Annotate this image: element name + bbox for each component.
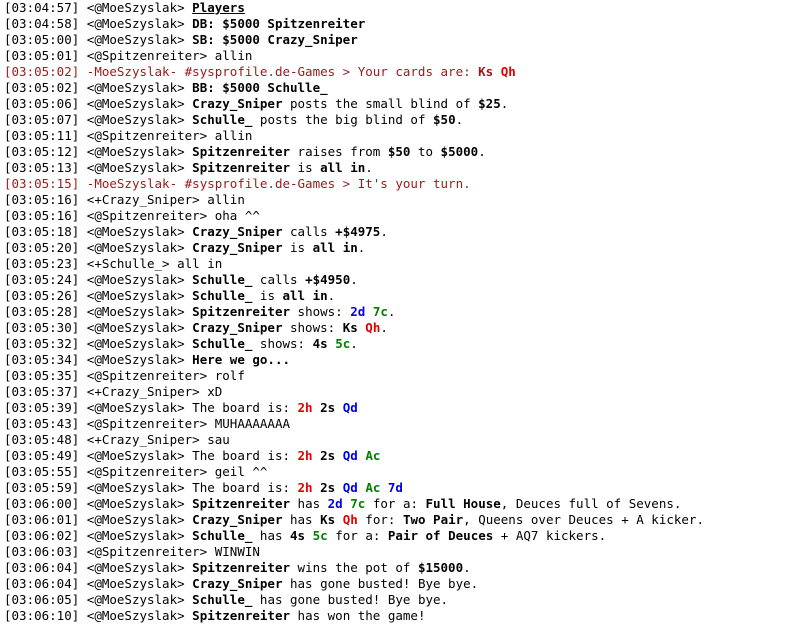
message-segment	[313, 480, 321, 495]
chat-line	[4, 192, 782, 208]
message-text	[185, 64, 516, 79]
nickname[interactable]: <@Spitzenreiter>	[86, 416, 208, 431]
chat-line	[4, 464, 782, 480]
nickname[interactable]: <@MoeSzyslak>	[86, 608, 185, 623]
timestamp: [03:05:39]	[4, 400, 80, 415]
timestamp: [03:06:04]	[4, 576, 80, 591]
message-segment: MUHAAAAAAA	[214, 416, 291, 431]
chat-line	[4, 0, 782, 16]
nickname[interactable]: <@MoeSzyslak>	[86, 480, 185, 495]
timestamp: [03:05:02]	[4, 80, 80, 95]
timestamp: [03:06:04]	[4, 560, 80, 575]
chat-line	[4, 528, 782, 544]
message-segment: has	[290, 496, 328, 511]
message-text	[207, 192, 245, 207]
chat-line	[4, 112, 782, 128]
message-text	[192, 336, 358, 351]
message-segment: 2s	[320, 480, 336, 495]
message-segment: for:	[357, 512, 403, 527]
message-segment	[380, 480, 388, 495]
message-segment: .	[327, 288, 336, 303]
message-text	[192, 16, 365, 31]
nickname[interactable]: <@MoeSzyslak>	[86, 352, 185, 367]
timestamp: [03:04:58]	[4, 16, 80, 31]
message-segment: DB: $5000 Spitzenreiter	[192, 16, 366, 31]
nickname[interactable]: <@MoeSzyslak>	[86, 512, 185, 527]
timestamp: [03:05:00]	[4, 32, 80, 47]
card-red: 2h	[297, 400, 313, 415]
message-segment: .	[350, 272, 358, 287]
message-segment: posts the small blind of	[282, 96, 479, 111]
message-segment: SB: $5000 Crazy_Sniper	[192, 32, 358, 47]
message-segment: 2s	[320, 400, 336, 415]
timestamp: [03:05:01]	[4, 48, 80, 63]
nickname[interactable]: <@MoeSzyslak>	[86, 448, 185, 463]
message-text	[207, 384, 222, 399]
timestamp: [03:05:35]	[4, 368, 80, 383]
message-segment: xD	[207, 384, 223, 399]
message-segment	[335, 400, 343, 415]
message-segment: has	[282, 512, 321, 527]
nickname[interactable]: <@MoeSzyslak>	[86, 576, 185, 591]
timestamp: [03:05:43]	[4, 416, 80, 431]
timestamp: [03:05:12]	[4, 144, 80, 159]
nickname[interactable]: <@MoeSzyslak>	[86, 80, 185, 95]
message-segment: raises from	[290, 144, 388, 159]
message-segment: Ks	[320, 512, 336, 527]
card-green: Ac	[365, 448, 381, 463]
timestamp: [03:05:20]	[4, 240, 80, 255]
card-blue: Qd	[342, 480, 358, 495]
message-segment: .	[478, 144, 486, 159]
nickname[interactable]: <@MoeSzyslak>	[86, 272, 185, 287]
card-green: 5c	[335, 336, 351, 351]
message-segment: Crazy_Sniper	[192, 240, 283, 255]
message-text	[215, 368, 245, 383]
message-segment: calls	[282, 224, 336, 239]
message-segment: Schulle_	[192, 336, 253, 351]
message-text	[192, 528, 606, 543]
card-green: 7c	[350, 496, 366, 511]
nickname[interactable]: <@MoeSzyslak>	[86, 240, 185, 255]
message-segment: #sysprofile.de-Games > Your cards are:	[184, 64, 479, 79]
chat-line	[4, 256, 782, 272]
message-segment: Crazy_Sniper	[192, 224, 283, 239]
message-segment: allin	[214, 48, 253, 63]
message-segment: allin	[214, 128, 253, 143]
message-text	[192, 0, 245, 15]
message-text	[192, 288, 335, 303]
timestamp: [03:06:01]	[4, 512, 80, 527]
nickname[interactable]: <@Spitzenreiter>	[86, 128, 208, 143]
nickname[interactable]: <@MoeSzyslak>	[86, 320, 185, 335]
chat-line	[4, 208, 782, 224]
message-text	[192, 240, 365, 255]
chat-line	[4, 448, 782, 464]
message-text	[215, 544, 260, 559]
message-segment: .	[463, 560, 471, 575]
nickname[interactable]: <@MoeSzyslak>	[86, 400, 185, 415]
timestamp: [03:05:15]	[4, 176, 80, 191]
message-segment: all in	[177, 256, 223, 271]
message-segment: .	[357, 240, 366, 255]
nickname[interactable]: <@MoeSzyslak>	[86, 288, 185, 303]
message-text	[192, 96, 508, 111]
message-segment: has	[252, 528, 291, 543]
message-segment: Two Pair	[402, 512, 464, 527]
message-segment: Ks	[478, 64, 494, 79]
message-text	[192, 608, 425, 623]
timestamp: [03:05:48]	[4, 432, 80, 447]
message-text	[215, 208, 260, 223]
message-text	[192, 272, 358, 287]
message-segment: $50	[387, 144, 411, 159]
chat-scrollbar[interactable]	[784, 0, 802, 628]
message-segment: , Queens over Deuces + A kicker.	[463, 512, 704, 527]
message-text	[192, 304, 395, 319]
message-text	[215, 416, 290, 431]
message-segment: #sysprofile.de-Games > It's your turn.	[184, 176, 471, 191]
message-text	[192, 320, 388, 335]
nickname[interactable]: <@MoeSzyslak>	[86, 304, 185, 319]
chat-line	[4, 544, 782, 560]
nickname[interactable]: <@MoeSzyslak>	[86, 144, 185, 159]
nickname[interactable]: <@MoeSzyslak>	[86, 560, 185, 575]
message-segment: , Deuces full of Sevens.	[500, 496, 682, 511]
message-segment: .	[455, 112, 464, 127]
message-segment: Here we go...	[192, 352, 291, 367]
message-text	[192, 224, 388, 239]
message-text	[215, 48, 253, 63]
message-segment: $50	[433, 112, 456, 127]
timestamp: [03:05:37]	[4, 384, 80, 399]
message-segment: + AQ7 kickers.	[493, 528, 607, 543]
card-blue: Qd	[342, 400, 358, 415]
chat-line	[4, 384, 782, 400]
chat-line	[4, 592, 782, 608]
message-segment	[335, 480, 343, 495]
card-blue: 7d	[387, 480, 403, 495]
message-segment: .	[380, 224, 388, 239]
nickname[interactable]: <@MoeSzyslak>	[86, 112, 185, 127]
timestamp: [03:06:00]	[4, 496, 80, 511]
nickname[interactable]: <@MoeSzyslak>	[86, 496, 185, 511]
message-segment: $15000	[417, 560, 464, 575]
message-segment: is	[282, 240, 313, 255]
chat-line	[4, 512, 782, 528]
nickname[interactable]: <@MoeSzyslak>	[86, 160, 185, 175]
timestamp: [03:05:23]	[4, 256, 80, 271]
message-segment: all in	[282, 288, 328, 303]
card-red: 2h	[297, 448, 313, 463]
nickname[interactable]: <@Spitzenreiter>	[86, 544, 208, 559]
message-segment: Schulle_	[192, 288, 253, 303]
timestamp: [03:05:28]	[4, 304, 80, 319]
message-text	[192, 32, 358, 47]
chat-line	[4, 352, 782, 368]
card-red: Qh	[500, 64, 516, 79]
message-segment: all in	[312, 240, 358, 255]
nickname[interactable]: <@Spitzenreiter>	[86, 464, 208, 479]
message-segment: has gone busted! Bye bye.	[252, 592, 449, 607]
timestamp: [03:04:57]	[4, 0, 80, 15]
message-segment: Crazy_Sniper	[192, 320, 283, 335]
timestamp: [03:05:55]	[4, 464, 80, 479]
timestamp: [03:06:03]	[4, 544, 80, 559]
chat-line	[4, 224, 782, 240]
nickname[interactable]: <+Schulle_>	[86, 256, 170, 271]
message-segment	[365, 304, 373, 319]
chat-line	[4, 496, 782, 512]
card-red: 2h	[297, 480, 313, 495]
message-segment: Schulle_	[192, 272, 253, 287]
nickname[interactable]: <@MoeSzyslak>	[86, 592, 185, 607]
timestamp: [03:05:34]	[4, 352, 80, 367]
chat-line	[4, 336, 782, 352]
message-text	[192, 496, 681, 511]
card-green: 7c	[372, 304, 388, 319]
nickname[interactable]: <@MoeSzyslak>	[86, 224, 185, 239]
nickname[interactable]: -MoeSzyslak-	[86, 176, 178, 191]
message-segment: wins the pot of	[290, 560, 418, 575]
message-text	[215, 464, 268, 479]
message-segment	[335, 512, 343, 527]
message-segment: +$4975	[335, 224, 381, 239]
card-blue: 2d	[327, 496, 343, 511]
nickname[interactable]: -MoeSzyslak-	[86, 64, 178, 79]
message-segment: shows:	[290, 304, 351, 319]
timestamp: [03:06:02]	[4, 528, 80, 543]
message-segment	[313, 448, 321, 463]
message-text	[192, 576, 478, 591]
message-segment: .	[387, 304, 396, 319]
chat-line	[4, 240, 782, 256]
message-text	[192, 160, 373, 175]
message-segment: Full House	[425, 496, 501, 511]
chat-line	[4, 144, 782, 160]
message-text	[192, 352, 290, 367]
chat-line	[4, 16, 782, 32]
message-text	[192, 512, 704, 527]
message-segment: Crazy_Sniper	[192, 512, 283, 527]
chat-line	[4, 32, 782, 48]
message-segment: sau	[207, 432, 230, 447]
timestamp: [03:05:16]	[4, 192, 80, 207]
nickname[interactable]: <+Crazy_Sniper>	[86, 192, 200, 207]
message-segment: The board is:	[192, 448, 298, 463]
chat-line	[4, 400, 782, 416]
message-segment: oha ^^	[214, 208, 260, 223]
card-green: Ac	[365, 480, 381, 495]
message-text	[215, 128, 253, 143]
message-segment: Spitzenreiter	[192, 608, 291, 623]
message-segment: $25	[478, 96, 501, 111]
chat-line	[4, 96, 782, 112]
nickname[interactable]: <@MoeSzyslak>	[86, 336, 185, 351]
message-segment	[305, 528, 313, 543]
message-segment: +$4950	[305, 272, 351, 287]
message-segment: Players	[192, 0, 245, 15]
chat-line	[4, 368, 782, 384]
nickname[interactable]: <@MoeSzyslak>	[86, 16, 185, 31]
message-segment	[335, 448, 343, 463]
card-blue: Qd	[342, 448, 358, 463]
message-segment: all in	[320, 160, 366, 175]
card-red: Qh	[365, 320, 381, 335]
message-text	[192, 448, 380, 463]
message-segment: $5000	[440, 144, 479, 159]
message-segment: posts the big blind of	[252, 112, 434, 127]
chat-notice-line	[4, 176, 782, 192]
message-segment	[313, 400, 321, 415]
message-text	[192, 112, 463, 127]
nickname[interactable]: <@Spitzenreiter>	[86, 208, 208, 223]
message-segment: Spitzenreiter	[192, 560, 291, 575]
timestamp: [03:05:24]	[4, 272, 80, 287]
nickname[interactable]: <@MoeSzyslak>	[86, 0, 185, 15]
message-segment: Spitzenreiter	[192, 304, 291, 319]
chat-line	[4, 416, 782, 432]
chat-notice-line	[4, 64, 782, 80]
message-text	[192, 480, 403, 495]
timestamp: [03:05:49]	[4, 448, 80, 463]
message-segment: Crazy_Sniper	[192, 96, 283, 111]
chat-line	[4, 576, 782, 592]
message-segment: BB: $5000 Schulle_	[192, 80, 328, 95]
message-segment: Schulle_	[192, 528, 253, 543]
message-segment: for a:	[365, 496, 426, 511]
message-segment: has gone busted! Bye bye.	[282, 576, 479, 591]
message-segment: .	[500, 96, 509, 111]
message-segment: Spitzenreiter	[192, 160, 291, 175]
timestamp: [03:06:10]	[4, 608, 80, 623]
timestamp: [03:05:02]	[4, 64, 80, 79]
message-text	[192, 560, 470, 575]
chat-line	[4, 480, 782, 496]
message-text	[177, 256, 222, 271]
timestamp: [03:05:59]	[4, 480, 80, 495]
timestamp: [03:05:06]	[4, 96, 80, 111]
chat-line	[4, 288, 782, 304]
chat-line	[4, 560, 782, 576]
timestamp: [03:05:11]	[4, 128, 80, 143]
message-segment: 4s	[290, 528, 306, 543]
message-segment: geil ^^	[214, 464, 268, 479]
message-segment	[493, 64, 501, 79]
message-segment: .	[380, 320, 388, 335]
message-text	[192, 400, 358, 415]
message-segment: for a:	[327, 528, 388, 543]
card-blue: 2d	[350, 304, 366, 319]
message-text	[185, 176, 471, 191]
message-segment: calls	[252, 272, 306, 287]
chat-line	[4, 48, 782, 64]
message-segment: WINWIN	[214, 544, 260, 559]
nickname[interactable]: <+Crazy_Sniper>	[86, 384, 200, 399]
chat-line	[4, 432, 782, 448]
timestamp: [03:05:16]	[4, 208, 80, 223]
message-segment: 4s	[312, 336, 328, 351]
timestamp: [03:05:26]	[4, 288, 80, 303]
message-text	[192, 592, 448, 607]
message-segment: shows:	[282, 320, 343, 335]
message-segment: shows:	[252, 336, 313, 351]
card-green: 5c	[312, 528, 328, 543]
message-segment: Ks	[342, 320, 358, 335]
card-red: Qh	[342, 512, 358, 527]
message-segment: allin	[207, 192, 245, 207]
message-segment: .	[350, 336, 358, 351]
message-segment: Spitzenreiter	[192, 496, 291, 511]
message-segment: has won the game!	[290, 608, 426, 623]
message-text	[192, 80, 327, 95]
message-segment: Schulle_	[192, 592, 253, 607]
message-segment: .	[365, 160, 373, 175]
chat-line	[4, 128, 782, 144]
timestamp: [03:05:32]	[4, 336, 80, 351]
nickname[interactable]: <@MoeSzyslak>	[86, 32, 185, 47]
chat-line	[4, 80, 782, 96]
nickname[interactable]: <@MoeSzyslak>	[86, 528, 185, 543]
nickname[interactable]: <@Spitzenreiter>	[86, 48, 208, 63]
nickname[interactable]: <@Spitzenreiter>	[86, 368, 208, 383]
timestamp: [03:05:18]	[4, 224, 80, 239]
message-segment: 2s	[320, 448, 336, 463]
message-segment: is	[290, 160, 321, 175]
timestamp: [03:05:30]	[4, 320, 80, 335]
chat-line	[4, 272, 782, 288]
nickname[interactable]: <+Crazy_Sniper>	[86, 432, 200, 447]
message-segment: Spitzenreiter	[192, 144, 291, 159]
nickname[interactable]: <@MoeSzyslak>	[86, 96, 185, 111]
message-segment: The board is:	[192, 400, 298, 415]
message-segment: to	[410, 144, 441, 159]
message-segment: Schulle_	[192, 112, 253, 127]
message-text	[192, 144, 486, 159]
message-segment: Pair of Deuces	[387, 528, 494, 543]
message-segment: is	[252, 288, 283, 303]
timestamp: [03:06:05]	[4, 592, 80, 607]
chat-line	[4, 608, 782, 624]
message-segment: Crazy_Sniper	[192, 576, 283, 591]
chat-line	[4, 304, 782, 320]
message-segment: rolf	[214, 368, 245, 383]
chat-line	[4, 320, 782, 336]
chat-line	[4, 160, 782, 176]
timestamp: [03:05:07]	[4, 112, 80, 127]
message-segment: The board is:	[192, 480, 298, 495]
timestamp: [03:05:13]	[4, 160, 80, 175]
message-text	[207, 432, 230, 447]
